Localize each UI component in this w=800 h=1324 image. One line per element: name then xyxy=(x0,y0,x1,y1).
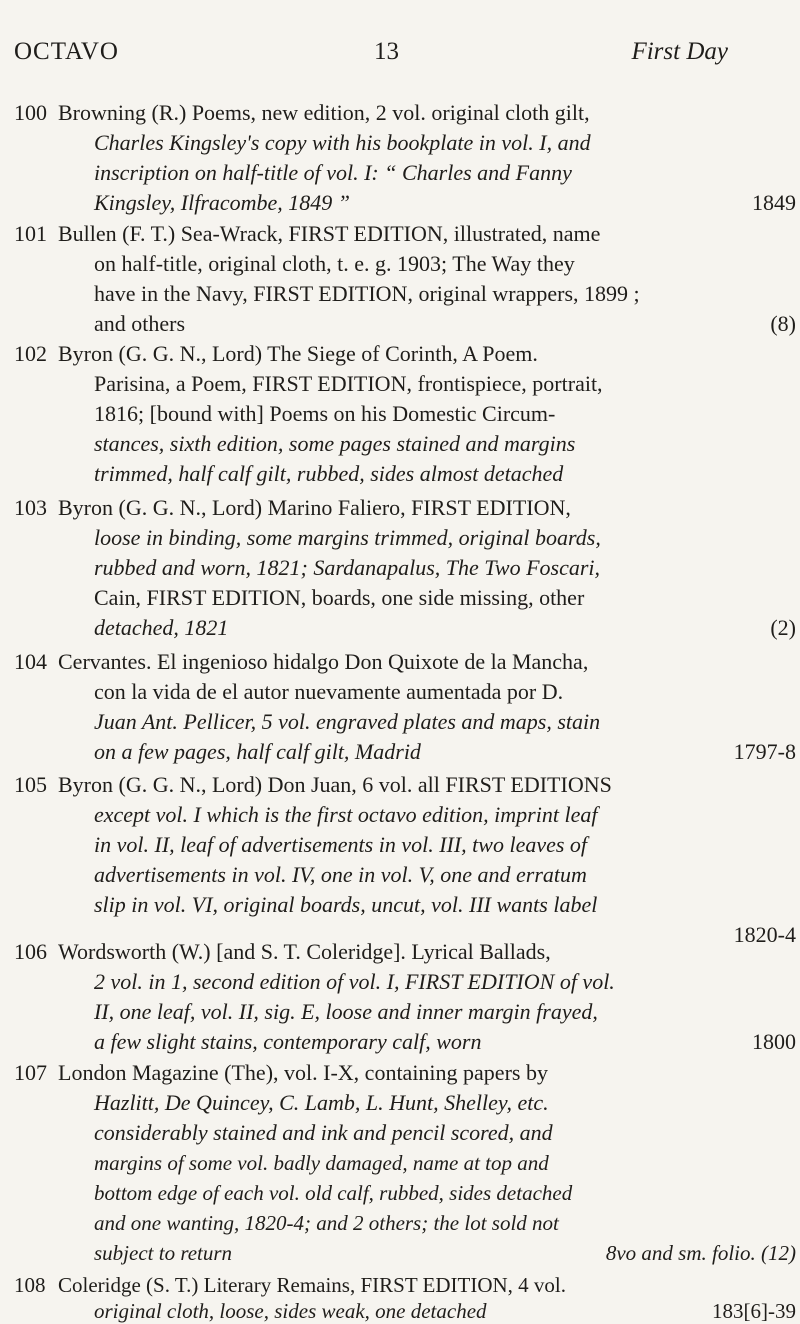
lot-number: 101 xyxy=(14,221,47,246)
lot-number: 106 xyxy=(14,939,47,964)
lot-line: Byron (G. G. N., Lord) Don Juan, 6 vol. all FIRST EDITIONS xyxy=(58,772,612,797)
lot-line: trimmed, half calf gilt, rubbed, sides almost detached xyxy=(94,461,564,486)
lot-line: loose in binding, some margins trimmed, original boards, xyxy=(94,525,601,550)
lot-line-last xyxy=(94,1027,796,1057)
lot-line: Wordsworth (W.) [and S. T. Coleridge]. Lyrical Ballads, xyxy=(58,939,551,964)
lot-line: on a few pages, half calf gilt, Madrid xyxy=(94,739,421,764)
lot-number: 107 xyxy=(14,1060,47,1085)
lot-line: and others xyxy=(94,311,186,336)
lot-line: in vol. II, leaf of advertisements in vol. III, two leaves of xyxy=(94,832,588,857)
lot-line: London Magazine (The), vol. I-X, containing papers by xyxy=(58,1060,548,1085)
lot-line-last xyxy=(94,188,796,218)
lot-line: inscription on half-title of vol. I: “ Charles and Fanny xyxy=(94,160,572,185)
lot-line: stances, sixth edition, some pages stained and margins xyxy=(94,431,576,456)
lot-number: 102 xyxy=(14,341,47,366)
lot-line-last xyxy=(94,613,796,643)
lot-number: 105 xyxy=(14,772,47,797)
lot-line: rubbed and worn, 1821; Sardanapalus, The Two Foscari, xyxy=(94,555,601,580)
lot-number: 108 xyxy=(14,1273,46,1297)
lot-line-last xyxy=(94,309,796,339)
lot-number: 104 xyxy=(14,649,47,674)
lot-line: Parisina, a Poem, FIRST EDITION, frontispiece, portrait, xyxy=(94,371,603,396)
lot-line: Hazlitt, De Quincey, C. Lamb, L. Hunt, Shelley, etc. xyxy=(94,1090,549,1115)
page-number: 13 xyxy=(374,38,399,65)
lot-date: 183[6]-39 xyxy=(712,1299,796,1323)
lot-line: Coleridge (S. T.) Literary Remains, FIRST EDITION, 4 vol. xyxy=(58,1273,567,1297)
lot-line: Kingsley, Ilfracombe, 1849 ” xyxy=(94,190,351,215)
lot-line: Cain, FIRST EDITION, boards, one side missing, other xyxy=(94,585,585,610)
lot-line: detached, 1821 xyxy=(94,615,229,640)
lot-count: (8) xyxy=(770,311,796,336)
lot-line: Byron (G. G. N., Lord) Marino Faliero, FIRST EDITION, xyxy=(58,495,571,520)
lot-date: 1820-4 xyxy=(733,922,796,947)
lot-count: (2) xyxy=(770,615,796,640)
lot-date: 1849 xyxy=(752,190,796,215)
lot-line: Browning (R.) Poems, new edition, 2 vol. original cloth gilt, xyxy=(58,100,590,125)
lot-date: 1797-8 xyxy=(733,739,796,764)
lot-line: Bullen (F. T.) Sea-Wrack, FIRST EDITION, illustrated, name xyxy=(58,221,601,246)
lot-line: on half-title, original cloth, t. e. g. 1903; The Way they xyxy=(94,251,575,276)
lot-line-last xyxy=(94,737,796,767)
lot-line: advertisements in vol. IV, one in vol. V, one and erratum xyxy=(94,862,587,887)
lot-line: Byron (G. G. N., Lord) The Siege of Corinth, A Poem. xyxy=(58,341,538,366)
lot-line: margins of some vol. badly damaged, name at top and xyxy=(94,1151,549,1175)
lot-line: bottom edge of each vol. old calf, rubbed, sides detached xyxy=(94,1181,573,1205)
lot-line: 2 vol. in 1, second edition of vol. I, FIRST EDITION of vol. xyxy=(94,969,615,994)
lot-line: con la vida de el autor nuevamente aumentada por D. xyxy=(94,679,564,704)
lot-line: have in the Navy, FIRST EDITION, original wrappers, 1899 ; xyxy=(94,281,640,306)
lot-line: original cloth, loose, sides weak, one detached xyxy=(94,1299,487,1323)
lot-line: subject to return xyxy=(94,1241,233,1265)
lot-line: 1816; [bound with] Poems on his Domestic Circum- xyxy=(94,401,556,426)
lot-date: 1800 xyxy=(752,1029,796,1054)
format-label: OCTAVO xyxy=(14,38,119,65)
lot-line: II, one leaf, vol. II, sig. E, loose and inner margin frayed, xyxy=(94,999,598,1024)
lot-line: Charles Kingsley's copy with his bookplate in vol. I, and xyxy=(94,130,591,155)
sale-day-label: First Day xyxy=(631,38,728,65)
lot-number: 103 xyxy=(14,495,47,520)
lot-line: slip in vol. VI, original boards, uncut, vol. III wants label xyxy=(94,892,598,917)
lot-line: except vol. I which is the first octavo edition, imprint leaf xyxy=(94,802,598,827)
lot-line: Juan Ant. Pellicer, 5 vol. engraved plates and maps, stain xyxy=(94,709,601,734)
lot-format: 8vo and sm. folio. (12) xyxy=(605,1241,796,1265)
lot-line: Cervantes. El ingenioso hidalgo Don Quixote de la Mancha, xyxy=(58,649,589,674)
lot-number: 100 xyxy=(14,100,47,125)
lot-line: considerably stained and ink and pencil scored, and xyxy=(94,1120,553,1145)
lot-line: a few slight stains, contemporary calf, worn xyxy=(94,1029,482,1054)
page-header xyxy=(0,38,800,70)
lot-line: and one wanting, 1820-4; and 2 others; the lot sold not xyxy=(94,1211,559,1235)
